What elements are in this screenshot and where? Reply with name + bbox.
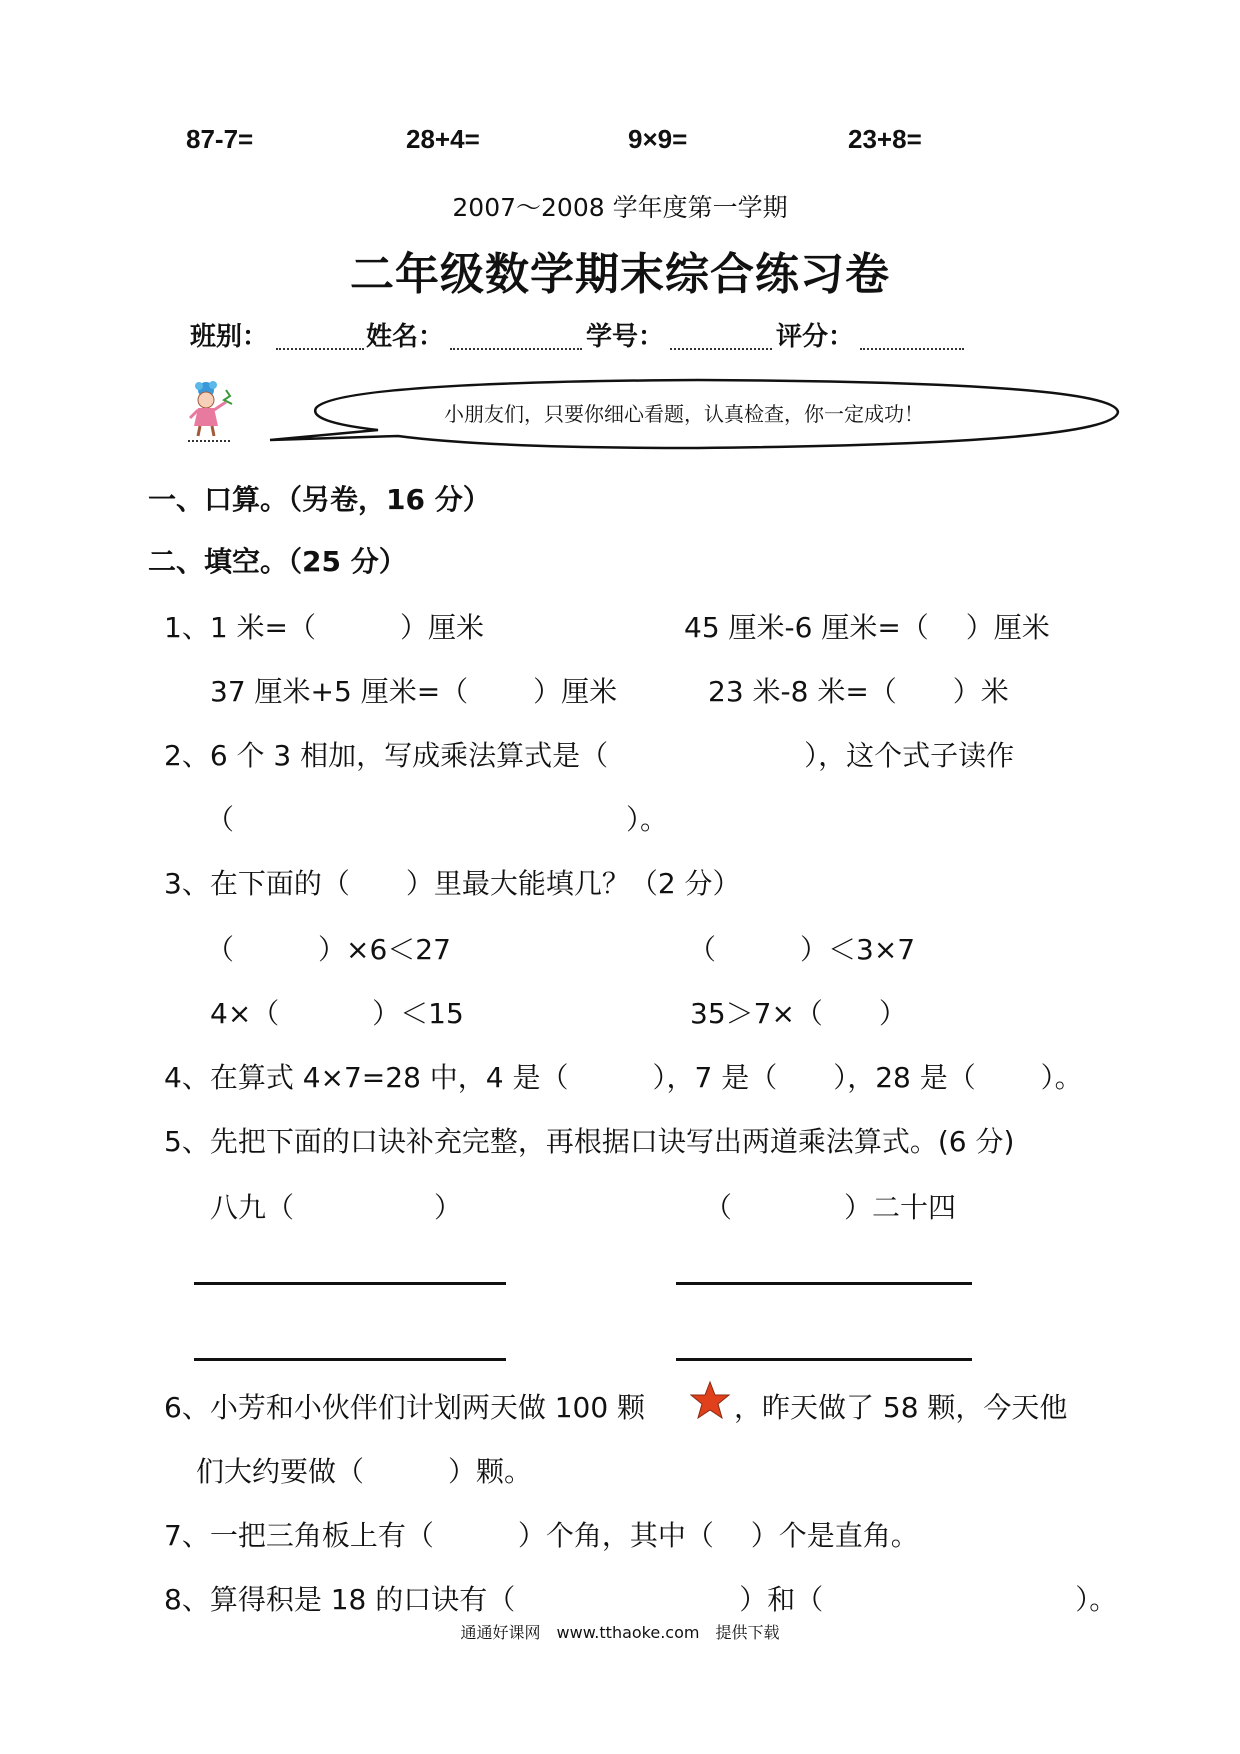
page-title: 二年级数学期末综合练习卷 — [350, 249, 890, 300]
answer-line[interactable] — [676, 1358, 972, 1361]
number-blank[interactable] — [670, 348, 772, 350]
question-3c: 4×（ ）＜15 — [210, 997, 464, 1030]
question-4: 4、在算式 4×7=28 中，4 是（ ），7 是（ ），28 是（ ）。 — [164, 1061, 1083, 1094]
question-6a-pre: 6、小芳和小伙伴们计划两天做 100 颗 — [164, 1391, 646, 1424]
footer-text: 通通好课网 www.tthaoke.com 提供下载 — [460, 1623, 780, 1642]
question-6b: 们大约要做（ ）颗。 — [196, 1455, 533, 1488]
mascot-underline — [188, 440, 230, 442]
question-1b: 45 厘米-6 厘米=（ ）厘米 — [684, 611, 1050, 644]
name-label: 姓名： — [366, 322, 445, 352]
question-5a: 八九（ ） — [210, 1191, 463, 1224]
star-icon — [690, 1380, 730, 1420]
answer-line[interactable] — [194, 1282, 506, 1285]
score-blank[interactable] — [860, 348, 964, 350]
question-2a: 2、6 个 3 相加，写成乘法算式是（ ），这个式子读作 — [164, 739, 1015, 772]
question-8: 8、算得积是 18 的口诀有（ ）和（ ）。 — [164, 1583, 1118, 1616]
answer-line[interactable] — [676, 1282, 972, 1285]
header-calc-3: 9×9= — [628, 124, 688, 154]
score-label: 评分： — [776, 322, 855, 352]
question-5b: （ ）二十四 — [704, 1191, 957, 1224]
question-3a: （ ）×6＜27 — [206, 933, 451, 966]
class-blank[interactable] — [276, 348, 364, 350]
name-blank[interactable] — [450, 348, 582, 350]
section-1-heading: 一、口算。（另卷，16 分） — [148, 483, 491, 516]
question-7: 7、一把三角板上有（ ）个角，其中（ ）个是直角。 — [164, 1519, 919, 1552]
header-calc-2: 28+4= — [406, 124, 480, 154]
number-label: 学号： — [586, 322, 665, 352]
question-3d: 35＞7×（ ） — [690, 997, 907, 1030]
question-2b: （ ）。 — [206, 803, 669, 836]
answer-line[interactable] — [194, 1358, 506, 1361]
header-calc-1: 87-7= — [186, 124, 254, 154]
cartoon-girl-icon — [186, 380, 236, 444]
header-calc-4: 23+8= — [848, 124, 922, 154]
bubble-text: 小朋友们，只要你细心看题，认真检查，你一定成功！ — [444, 402, 924, 426]
term-subtitle: 2007～2008 学年度第一学期 — [452, 193, 788, 222]
section-2-heading: 二、填空。（25 分） — [148, 545, 407, 578]
question-1a: 1、1 米=（ ）厘米 — [164, 611, 484, 644]
question-6a-post: ，昨天做了 58 颗，今天他 — [734, 1391, 1068, 1424]
question-1c: 37 厘米+5 厘米=（ ）厘米 — [210, 675, 618, 708]
question-1d: 23 米-8 米=（ ）米 — [708, 675, 1009, 708]
speech-bubble — [268, 376, 1128, 454]
question-5: 5、先把下面的口诀补充完整，再根据口诀写出两道乘法算式。(6 分) — [164, 1125, 1015, 1158]
class-label: 班别： — [190, 322, 269, 352]
question-3b: （ ）＜3×7 — [688, 933, 916, 966]
question-3: 3、在下面的（ ）里最大能填几？（2 分） — [164, 867, 741, 900]
